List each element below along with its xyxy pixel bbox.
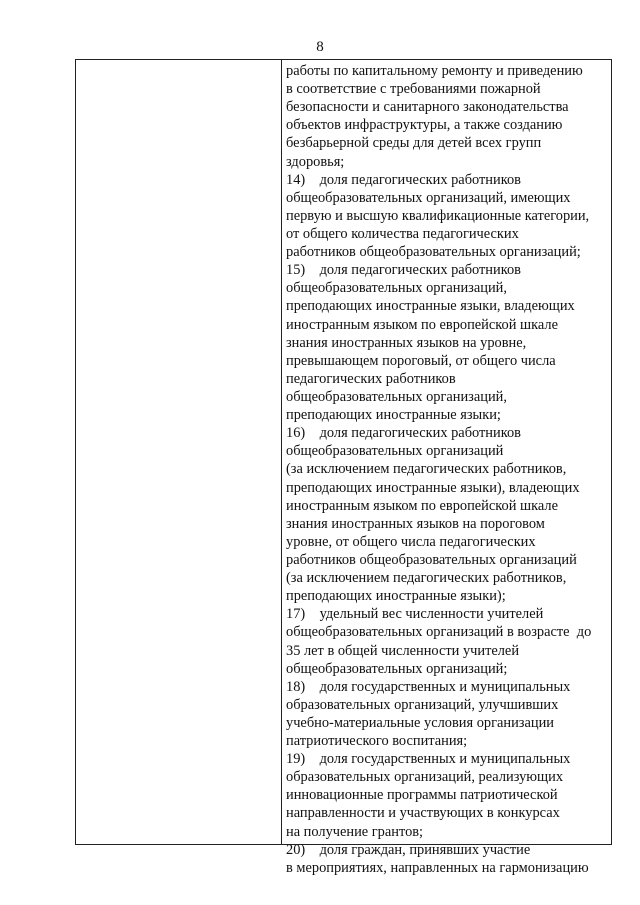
- table-right-cell: [286, 62, 611, 877]
- column-divider: [281, 60, 282, 844]
- text-line: преподающих иностранные языки);: [286, 588, 506, 605]
- text-line: общеобразовательных организаций,: [286, 280, 507, 297]
- text-line: общеобразовательных организаций в возрасте до: [286, 624, 592, 641]
- text-line: образовательных организаций, реализующих: [286, 769, 564, 786]
- document-table: [75, 59, 612, 876]
- text-line: преподающих иностранные языки, владеющих: [286, 298, 575, 315]
- text-line: иностранным языком по европейской шкале: [286, 316, 558, 333]
- text-line: общеобразовательных организаций, имеющих: [286, 189, 571, 206]
- text-line: 18) доля государственных и муниципальных: [286, 678, 571, 695]
- text-line: работы по капитальному ремонту и приведению: [286, 63, 583, 79]
- text-line: знания иностранных языков на уровне,: [286, 334, 527, 351]
- text-line: преподающих иностранные языки), владеющих: [286, 479, 580, 496]
- text-line: 15) доля педагогических работников: [286, 262, 521, 279]
- text-line: образовательных организаций, улучшивших: [286, 696, 559, 713]
- text-line: патриотического воспитания;: [286, 733, 468, 750]
- text-line: безбарьерной среды для детей всех групп: [286, 135, 542, 152]
- text-line: общеобразовательных организаций,: [286, 388, 507, 405]
- text-line: 20) доля граждан, принявших участие: [286, 841, 531, 858]
- text-line: в мероприятиях, направленных на гармонизацию: [286, 859, 589, 876]
- text-line: (за исключением педагогических работников,: [286, 461, 567, 478]
- text-line: (за исключением педагогических работников,: [286, 570, 567, 587]
- text-line: иностранным языком по европейской шкале: [286, 497, 558, 514]
- text-line: безопасности и санитарного законодательства: [286, 99, 569, 116]
- text-line: преподающих иностранные языки;: [286, 407, 501, 424]
- text-line: на получение грантов;: [286, 823, 424, 840]
- text-line: 19) доля государственных и муниципальных: [286, 751, 571, 768]
- text-line: от общего количества педагогических: [286, 225, 519, 242]
- text-line: общеобразовательных организаций;: [286, 660, 508, 677]
- text-line: общеобразовательных организаций: [286, 443, 504, 460]
- text-line: объектов инфраструктуры, а также созданию: [286, 117, 563, 134]
- text-line: работников общеобразовательных организаций: [286, 551, 577, 568]
- text-line: 14) доля педагогических работников: [286, 171, 521, 188]
- text-line: здоровья;: [286, 153, 345, 170]
- text-line: превышающем пороговый, от общего числа: [286, 352, 556, 369]
- text-line: знания иностранных языков на пороговом: [286, 515, 545, 532]
- text-line: в соответствие с требованиями пожарной: [286, 81, 541, 98]
- text-line: педагогических работников: [286, 370, 456, 387]
- text-line: уровне, от общего числа педагогических: [286, 533, 536, 550]
- text-line: направленности и участвующих в конкурсах: [286, 805, 560, 822]
- page-number: 8: [316, 39, 324, 55]
- text-line: 17) удельный вес численности учителей: [286, 606, 544, 623]
- text-line: первую и высшую квалификационные категории,: [286, 207, 590, 224]
- text-line: инновационные программы патриотической: [286, 787, 558, 804]
- text-line: учебно-материальные условия организации: [286, 714, 554, 731]
- text-line: 35 лет в общей численности учителей: [286, 642, 520, 659]
- text-line: работников общеобразовательных организаций;: [286, 244, 581, 261]
- text-line: 16) доля педагогических работников: [286, 425, 521, 442]
